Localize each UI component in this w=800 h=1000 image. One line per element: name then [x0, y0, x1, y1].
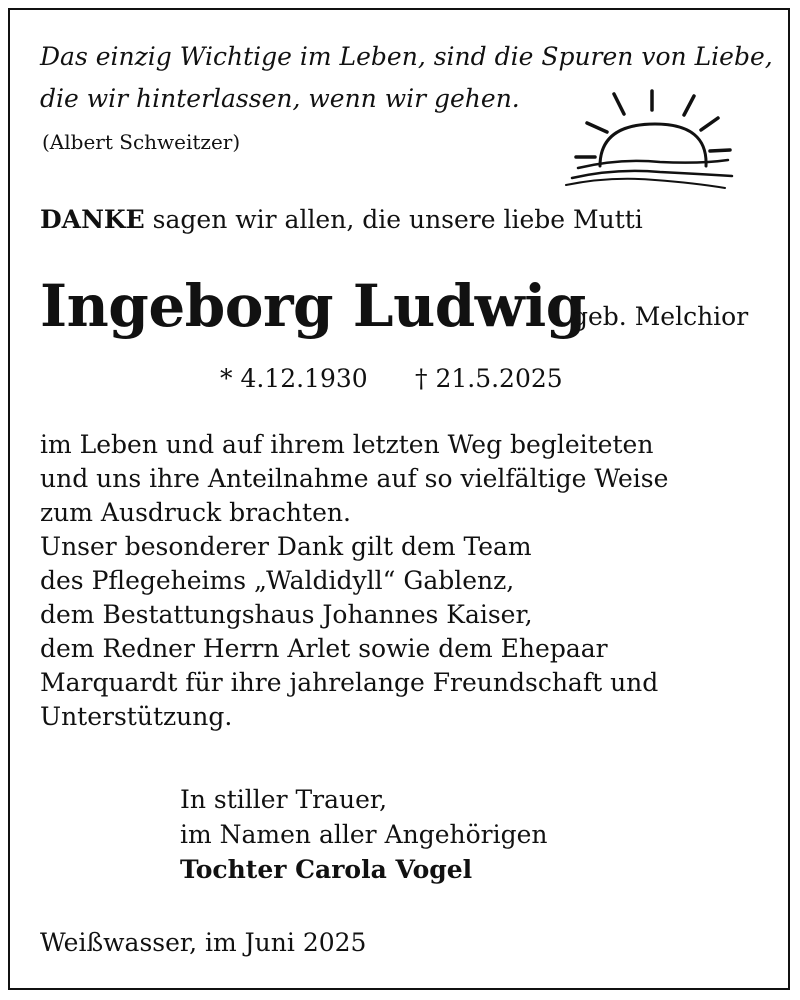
death-date: † 21.5.2025 [415, 364, 563, 393]
sunset-icon [560, 88, 740, 190]
body-line: im Leben und auf ihrem letzten Weg begleiteten [40, 430, 654, 459]
signer: Tochter Carola Vogel [180, 855, 473, 884]
body-line: Unser besonderer Dank gilt dem Team [40, 532, 532, 561]
body-line: Unterstützung. [40, 702, 233, 731]
body-line: und uns ihre Anteilnahme auf so vielfältige Weise [40, 464, 669, 493]
body-line: dem Redner Herrn Arlet sowie dem Ehepaar [40, 634, 608, 663]
quote-line-2: die wir hinterlassen, wenn wir gehen. [40, 84, 520, 113]
closing-line-1: In stiller Trauer, [180, 785, 388, 814]
body-line: Marquardt für ihre jahrelange Freundschaft und [40, 668, 659, 697]
birth-date: * 4.12.1930 [220, 364, 368, 393]
deceased-name: Ingeborg Ludwig [40, 272, 586, 340]
body-line: zum Ausdruck brachten. [40, 498, 351, 527]
thanks-text: sagen wir allen, die unsere liebe Mutti [144, 205, 643, 234]
thanks-keyword: DANKE [40, 205, 145, 234]
birth-name: geb. Melchior [572, 302, 749, 331]
body-line: dem Bestattungshaus Johannes Kaiser, [40, 600, 533, 629]
quote-author: (Albert Schweitzer) [42, 130, 241, 154]
thanks-body [40, 428, 668, 734]
quote-line-1: Das einzig Wichtige im Leben, sind die Spuren von Liebe, [40, 42, 773, 71]
thanks-line [40, 205, 643, 234]
body-line: des Pflegeheims „Waldidyll“ Gablenz, [40, 566, 515, 595]
closing [180, 782, 548, 887]
closing-line-2: im Namen aller Angehörigen [180, 820, 548, 849]
place-date: Weißwasser, im Juni 2025 [40, 928, 367, 957]
